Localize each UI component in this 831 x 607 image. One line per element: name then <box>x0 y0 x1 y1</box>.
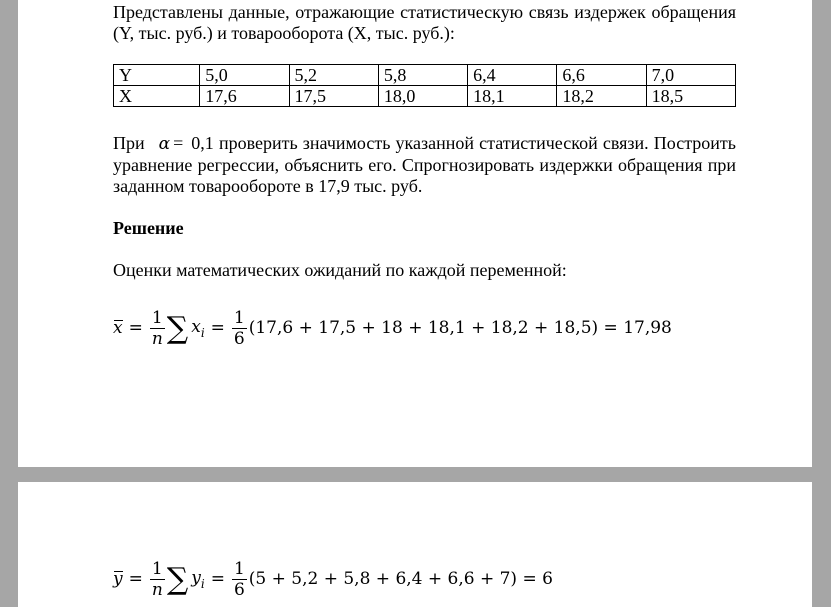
alpha-symbol: α <box>158 134 171 154</box>
sum-symbol: ∑ <box>166 562 189 597</box>
table-cell: 17,6 <box>200 86 289 107</box>
table-cell: 18,2 <box>557 86 646 107</box>
row-label: Y <box>114 65 200 86</box>
formula-mean-y <box>113 553 553 605</box>
fraction-1-over-n: $\frac{1}{n}$ <box>151 558 163 600</box>
task-prefix: При <box>113 133 145 153</box>
alpha-equals: = <box>173 133 184 153</box>
table-row-x <box>114 86 736 107</box>
fraction-1-over-6: $\frac{1}{6}$ <box>233 558 245 600</box>
task-text: проверить значимость указанной статистической связи. Построить уравнение регрессии, объяснить его. Спрогнозировать издержки обращения при заданном товарообороте в 17,9 тыс. руб. <box>113 133 736 196</box>
table-cell: 18,5 <box>646 86 735 107</box>
intro-paragraph: Представлены данные, отражающие статистическую связь издержек обращения (Y, тыс. руб.) и товарооборота (X, тыс. руб.): <box>113 2 736 43</box>
row-label: X <box>114 86 200 107</box>
x-i-term: $x_i$ <box>191 316 205 341</box>
x-bar-symbol: x <box>113 318 123 338</box>
table-row-y <box>114 65 736 86</box>
table-cell: 7,0 <box>646 65 735 86</box>
fraction-1-over-n: $\frac{1}{n}$ <box>151 307 163 349</box>
alpha-value: 0,1 <box>191 133 214 153</box>
table-cell: 5,8 <box>378 65 467 86</box>
fraction-1-over-6: $\frac{1}{6}$ <box>233 307 245 349</box>
sum-symbol: ∑ <box>166 311 189 346</box>
y-bar-symbol: y <box>113 569 123 589</box>
solution-heading: Решение <box>113 218 184 238</box>
y-i-term: $y_i$ <box>191 567 205 592</box>
table-cell: 5,0 <box>200 65 289 86</box>
table-cell: 18,0 <box>378 86 467 107</box>
table-cell: 6,4 <box>468 65 557 86</box>
table-cell: 18,1 <box>468 86 557 107</box>
sum-expression-y: (5 + 5,2 + 5,8 + 6,4 + 6,6 + 7) = 6 <box>248 569 553 589</box>
data-table <box>113 64 736 107</box>
formula-mean-x <box>113 302 672 354</box>
equals-sign: = <box>210 569 225 589</box>
estimates-paragraph: Оценки математических ожиданий по каждой переменной: <box>113 260 567 280</box>
table-cell: 17,5 <box>289 86 378 107</box>
equals-sign: = <box>128 318 143 338</box>
table-cell: 6,6 <box>557 65 646 86</box>
equals-sign: = <box>128 569 143 589</box>
equals-sign: = <box>210 318 225 338</box>
table-cell: 5,2 <box>289 65 378 86</box>
sum-expression-x: (17,6 + 17,5 + 18 + 18,1 + 18,2 + 18,5) = 17,98 <box>248 318 672 338</box>
task-paragraph <box>113 133 736 197</box>
